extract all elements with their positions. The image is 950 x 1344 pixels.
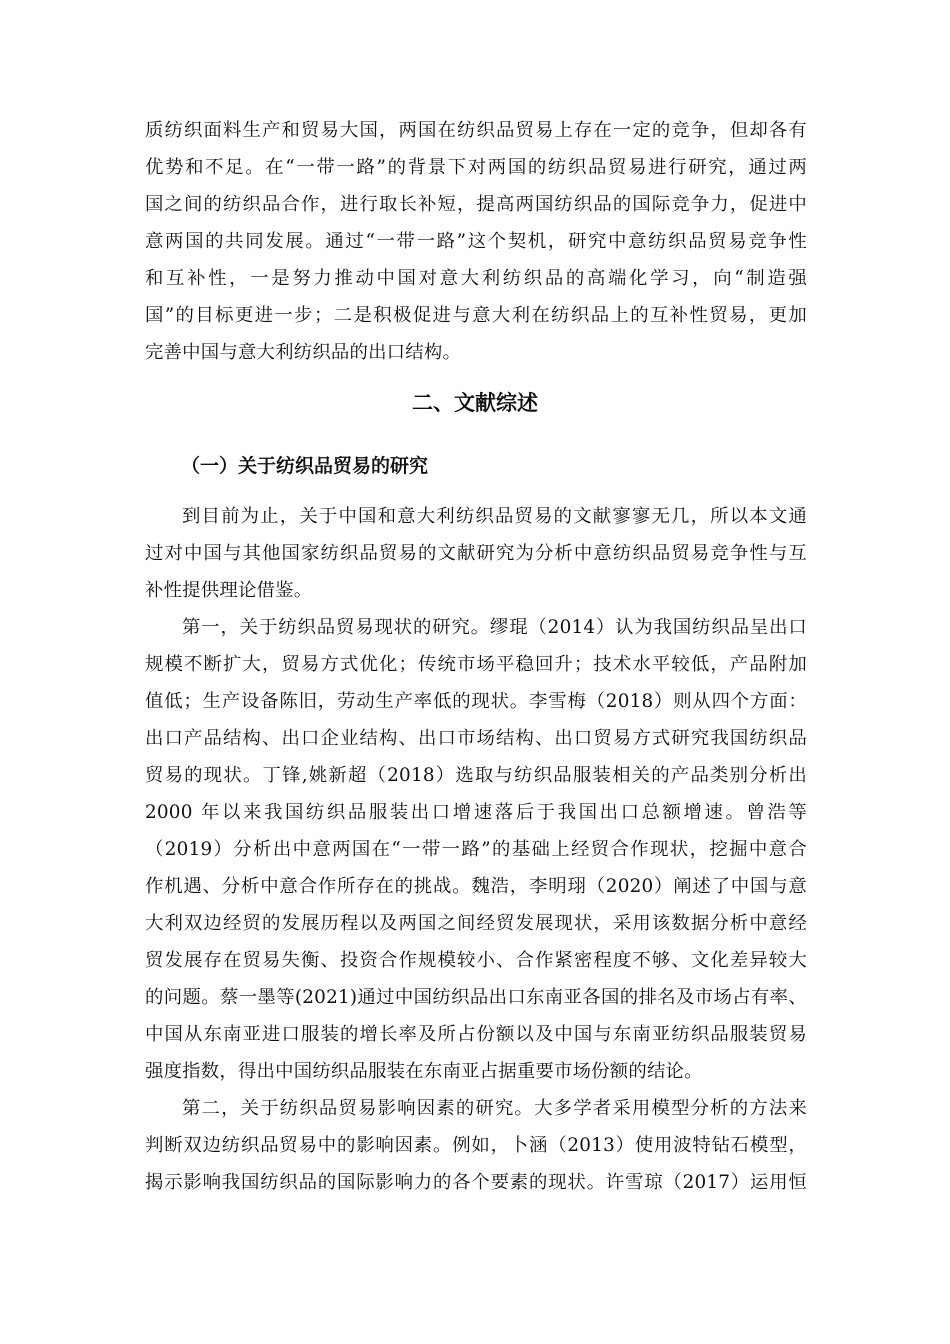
text-line: 值低；生产设备陈旧，劳动生产率低的现状。李雪梅（2018）则从四个方面： xyxy=(145,691,807,712)
text-line: 过对中国与其他国家纺织品贸易的文献研究为分析中意纺织品贸易竞争性与互 xyxy=(145,543,807,564)
text-line: 强度指数，得出中国纺织品服装在东南亚占据重要市场份额的结论。 xyxy=(145,1061,703,1082)
text-line: 意两国的共同发展。通过“一带一路”这个契机，研究中意纺织品贸易竞争性 xyxy=(145,231,807,252)
text-line: 贸发展存在贸易失衡、投资合作规模较小、合作紧密程度不够、文化差异较大 xyxy=(145,950,807,971)
text-line: 第二，关于纺织品贸易影响因素的研究。大多学者采用模型分析的方法来 xyxy=(182,1098,807,1119)
text-line: 质纺织面料生产和贸易大国，两国在纺织品贸易上存在一定的竞争，但却各有 xyxy=(145,120,807,141)
text-line: 揭示影响我国纺织品的国际影响力的各个要素的现状。许雪琼（2017）运用恒 xyxy=(145,1172,807,1193)
text-line: 规模不断扩大，贸易方式优化；传统市场平稳回升；技术水平较低，产品附加 xyxy=(145,654,807,675)
text-line: 作机遇、分析中意合作所存在的挑战。魏浩，李明珝（2020）阐述了中国与意 xyxy=(145,876,807,897)
text-line: 国之间的纺织品合作，进行取长补短，提高两国纺织品的国际竞争力，促进中 xyxy=(145,194,807,215)
section-heading: 二、文献综述 xyxy=(412,391,538,415)
text-line: 出口产品结构、出口企业结构、出口市场结构、出口贸易方式研究我国纺织品 xyxy=(145,728,807,749)
text-line: 中国从东南亚进口服装的增长率及所占份额以及中国与东南亚纺织品服装贸易 xyxy=(145,1024,807,1045)
text-line: 判断双边纺织品贸易中的影响因素。例如，卜涵（2013）使用波特钻石模型， xyxy=(145,1135,807,1156)
text-line: 贸易的现状。丁锋,姚新超（2018）选取与纺织品服装相关的产品类别分析出 xyxy=(145,765,807,786)
text-line: 第一，关于纺织品贸易现状的研究。缪琨（2014）认为我国纺织品呈出口 xyxy=(182,617,807,638)
text-line: 优势和不足。在“一带一路”的背景下对两国的纺织品贸易进行研究，通过两 xyxy=(145,157,807,178)
text-line: 和互补性，一是努力推动中国对意大利纺织品的高端化学习，向“制造强 xyxy=(145,268,807,289)
text-line: 的问题。蔡一墨等(2021)通过中国纺织品出口东南亚各国的排名及市场占有率、 xyxy=(145,987,807,1008)
text-line: 大利双边经贸的发展历程以及两国之间经贸发展现状，采用该数据分析中意经 xyxy=(145,913,807,934)
text-line: 完善中国与意大利纺织品的出口结构。 xyxy=(145,342,462,363)
text-line: （2019）分析出中意两国在“一带一路”的基础上经贸合作现状，挖掘中意合 xyxy=(145,839,807,860)
text-line: 国”的目标更进一步；二是积极促进与意大利在纺织品上的互补性贸易，更加 xyxy=(145,305,807,326)
text-line: 补性提供理论借鉴。 xyxy=(145,580,313,601)
text-line: 到目前为止，关于中国和意大利纺织品贸易的文献寥寥无几，所以本文通 xyxy=(182,506,807,527)
subsection-heading: （一）关于纺织品贸易的研究 xyxy=(181,455,429,477)
text-line: 2000 年以来我国纺织品服装出口增速落后于我国出口总额增速。曾浩等 xyxy=(145,802,807,823)
